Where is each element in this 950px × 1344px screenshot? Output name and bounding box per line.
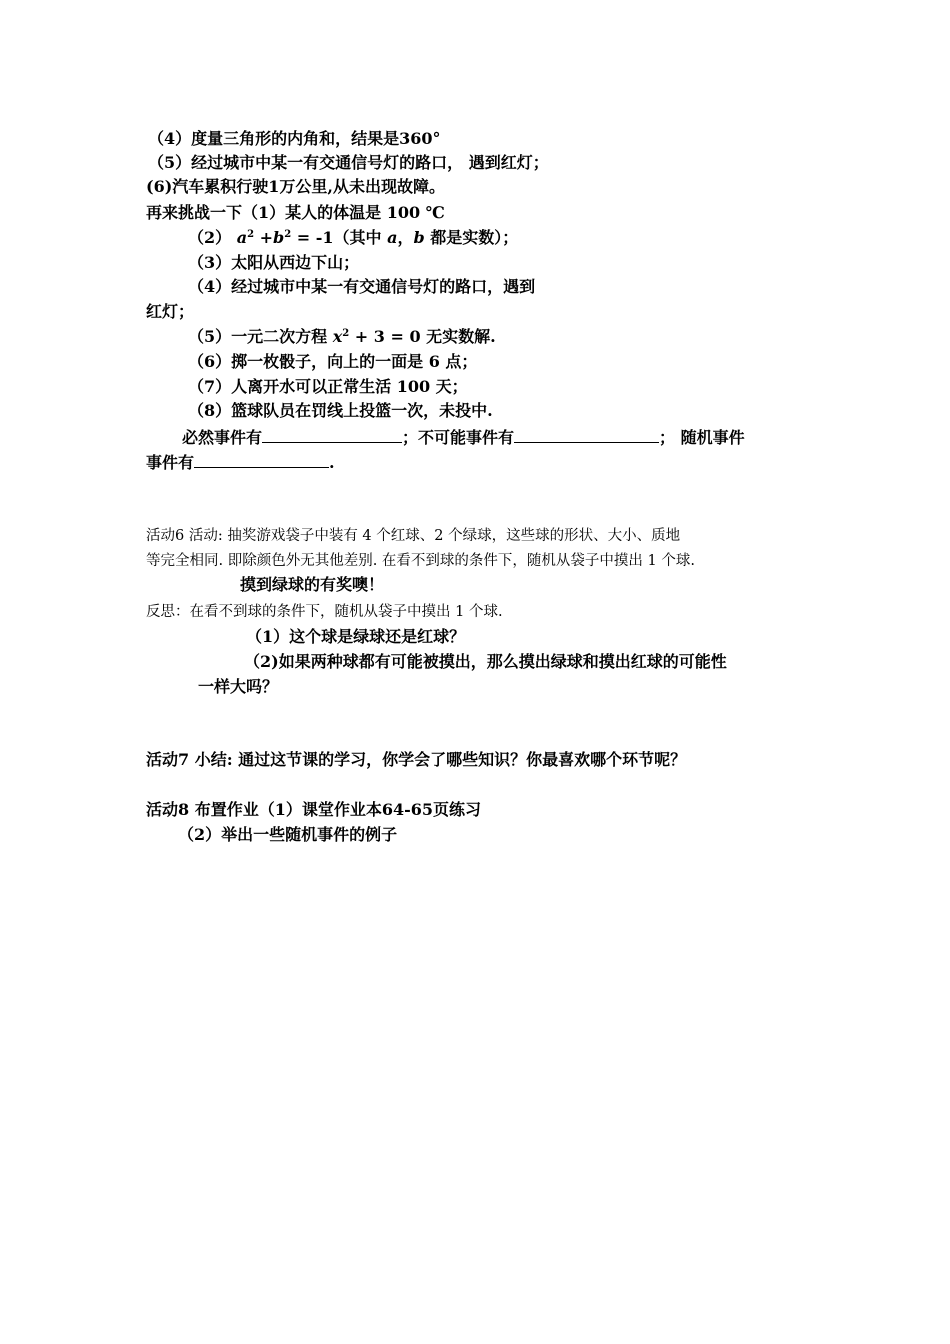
variable: x [332, 327, 343, 346]
text-line: （2)如果两种球都有可能被摸出，那么摸出绿球和摸出红球的可能性 [244, 652, 727, 671]
text-line: 再来挑战一下（1）某人的体温是 100 ℃ [146, 203, 445, 222]
equation-line [188, 227, 518, 249]
text-fragment: 必然事件有 [182, 428, 263, 447]
answer-blank[interactable] [194, 451, 329, 468]
text-fragment: . [329, 453, 335, 472]
text-fragment: + 3 = 0 无实数解. [349, 327, 496, 346]
text-line: 一样大吗？ [198, 677, 279, 696]
answer-blank[interactable] [262, 426, 402, 443]
text-fragment: （2） [188, 228, 237, 247]
text-line: (6)汽车累积行驶1万公里,从未出现故障。 [146, 177, 445, 196]
text-line: 活动8 布置作业（1）课堂作业本64-65页练习 [146, 800, 482, 819]
equation-line [188, 326, 496, 348]
fill-in-line [182, 426, 745, 449]
text-fragment: （5）一元二次方程 [188, 327, 333, 346]
text-fragment: 事件有 [146, 453, 195, 472]
text-fragment: ， [397, 228, 414, 247]
variable: a [387, 228, 398, 247]
fill-in-line [146, 451, 335, 474]
text-line: （4）度量三角形的内角和，结果是360° [148, 129, 441, 148]
text-fragment: + [254, 228, 274, 247]
text-line: （3）太阳从西边下山； [188, 253, 360, 272]
text-line: 反思：在看不到球的条件下，随机从袋子中摸出 1 个球. [146, 604, 503, 620]
text-line: （5）经过城市中某一有交通信号灯的路口， 遇到红灯； [148, 153, 549, 172]
text-line: （4）经过城市中某一有交通信号灯的路口，遇到 [188, 277, 536, 296]
text-line: （2）举出一些随机事件的例子 [178, 825, 398, 844]
text-line: 等完全相同. 即除颜色外无其他差别. 在看不到球的条件下，随机从袋子中摸出 1 个球. [146, 553, 695, 569]
variable: b [413, 228, 425, 247]
text-line: （7）人离开水可以正常生活 100 天； [188, 377, 468, 396]
text-line: 红灯； [146, 302, 195, 321]
text-fragment: = -1（其中 [291, 228, 388, 247]
variable: a [236, 228, 248, 247]
exponent: 2 [342, 328, 350, 339]
exponent: 2 [247, 229, 255, 240]
variable: b [273, 228, 285, 247]
text-line: （1）这个球是绿球还是红球？ [246, 627, 466, 646]
text-line: （6）掷一枚骰子，向上的一面是 6 点； [188, 352, 478, 371]
exponent: 2 [284, 229, 292, 240]
text-line: （8）篮球队员在罚线上投篮一次，未投中. [188, 401, 493, 420]
text-line: 活动6 活动: 抽奖游戏袋子中装有 4 个红球、2 个绿球，这些球的形状、大小、质地 [146, 528, 681, 544]
answer-blank[interactable] [514, 426, 659, 443]
text-fragment: 都是实数）； [424, 228, 519, 247]
text-line: 活动7 小结: 通过这节课的学习，你学会了哪些知识？你最喜欢哪个环节呢？ [146, 750, 687, 769]
text-line: 摸到绿球的有奖噢！ [240, 575, 385, 594]
text-fragment: ；不可能事件有 [402, 428, 515, 447]
text-fragment: ； 随机事件 [659, 428, 745, 447]
